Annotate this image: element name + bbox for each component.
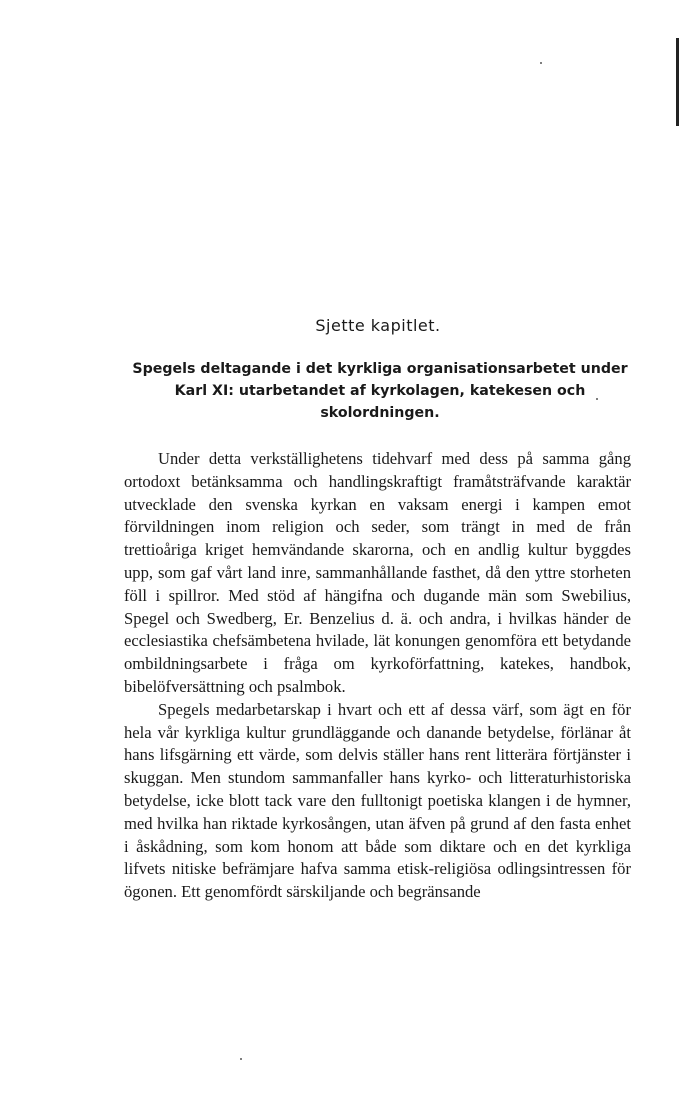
paper-speck: [240, 1058, 242, 1060]
paper-speck: [540, 62, 542, 64]
page-edge-mark: [676, 38, 679, 126]
paragraph-1: Under detta verkställighetens tidehvarf med dess på samma gång ortodoxt betänksamma och handlingskraftigt framåtsträfvande karaktär utvecklade den svenska kyrkan en vaksam energi i kampen emot förvildningen inom religion och seder, som trängt in med de från trettioåriga kriget hemvändande skarorna, och en andlig kultur byggdes upp, som gaf vårt land inre, sammanhållande fasthet, då den yttre storheten föll i spillror. Med stöd af hängifna och dugande män som Swebilius, Spegel och Swedberg, Er. Benzelius d. ä. och andra, i hvilkas händer de ecclesiastika chefsämbetena hvilade, lät konungen genomföra ett betydande ombildningsarbete i fråga om kyrkoförfattning, katekes, handbok, bibelöfversättning och psalmbok.: [124, 449, 631, 696]
chapter-subtitle: Spegels deltagande i det kyrkliga organisationsarbetet under Karl XI: utarbetandet af kyrkolagen, katekesen och skolordningen.: [132, 361, 628, 421]
chapter-title: Sjette kapitlet.: [315, 316, 441, 335]
paragraph-2: Spegels medarbetarskap i hvart och ett af dessa värf, som ägt en för hela vår kyrkliga kultur grundläggande och danande betydelse, förlänar åt hans lifsgärning ett värde, som delvis ställer hans rent litterära förtjänster i skuggan. Men stundom sammanfaller hans kyrko- och litteraturhistoriska betydelse, icke blott tack vare den fulltonigt poetiska klangen i de hymner, med hvilka han riktade kyrkosången, utan äfven på grund af den fasta enhet i åskådning, som kom honom att både som diktare och en det kyrkliga lifvets nitiske befrämjare hafva samma etisk-religiösa odlingsintressen för ögonen. Ett genomfördt särskiljande och begränsande: [124, 699, 631, 902]
body-text: [124, 448, 631, 904]
